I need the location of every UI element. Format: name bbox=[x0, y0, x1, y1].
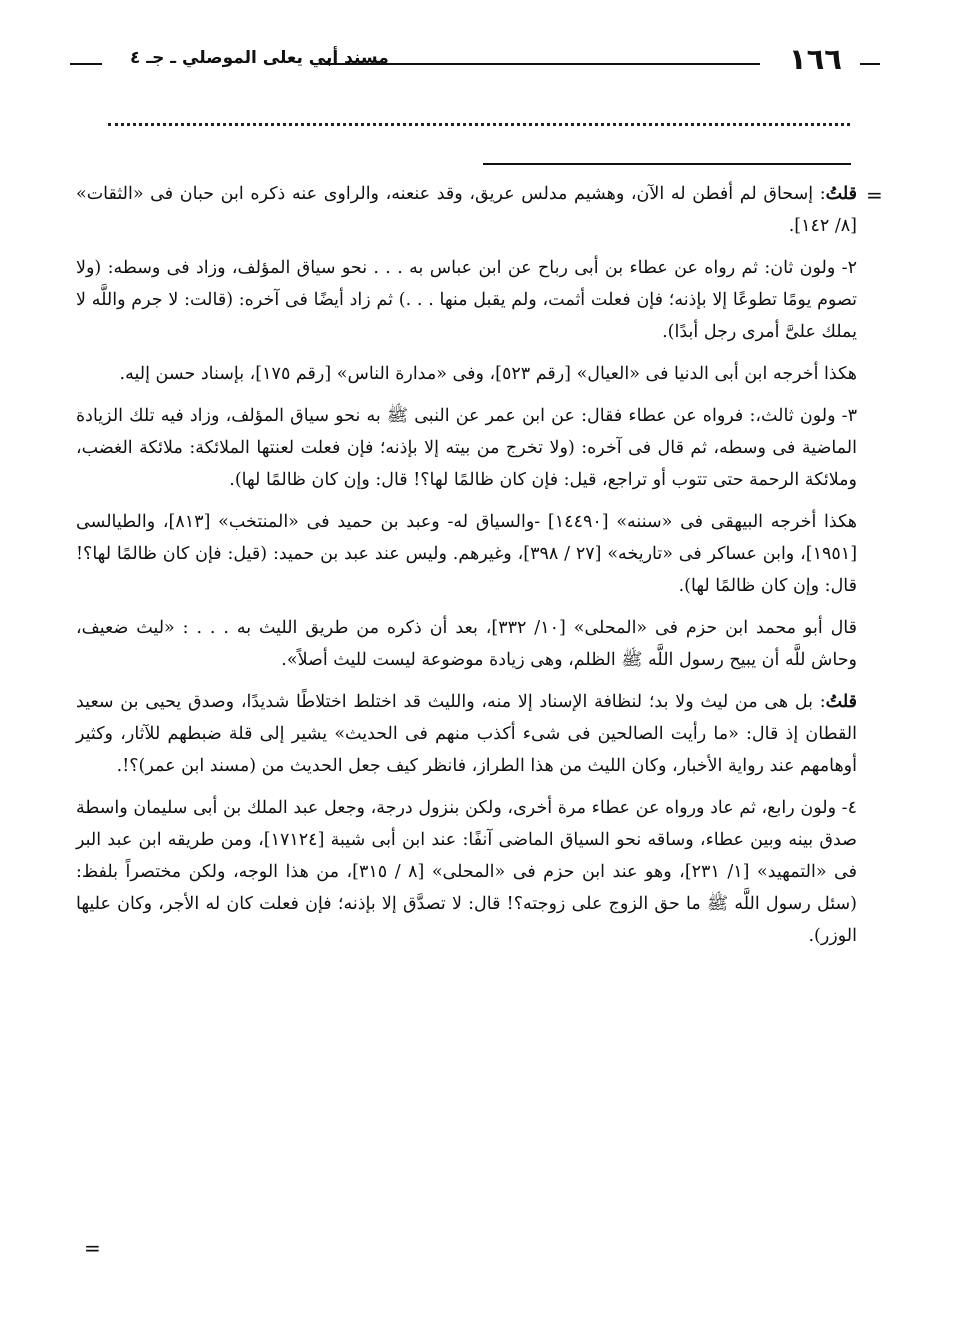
header-rule-right bbox=[860, 63, 880, 65]
paragraph-7 bbox=[76, 686, 857, 782]
dotted-separator bbox=[108, 112, 850, 126]
paragraph-text: هكذا أخرجه ابن أبى الدنيا فى «العيال» [رقم ٥٢٣]، وفى «مدارة الناس» [رقم ١٧٥]، بإسناد حسن إليه. bbox=[119, 364, 857, 384]
page-number: ١٦٦ bbox=[788, 42, 842, 76]
paragraph-4 bbox=[76, 400, 857, 496]
paragraph-3 bbox=[76, 358, 857, 390]
lead-word: قلتُ bbox=[825, 184, 857, 204]
paragraph-text: ٣- ولون ثالث،: فرواه عن عطاء فقال: عن ابن عمر عن النبى ﷺ به نحو سياق المؤلف، وزاد فيه تلك الزيادة الماضية فى وسطه، ثم قال فى آخره: (ولا تخرج من بيته إلا بإذنه؛ فإن فعلت لعنتها الملائكة: ملائكة الغضب، وملائكة الرحمة حتى تتوب أو تراجع، قيل: فإن كان ظالمًا لها؟! قال: وإن كان ظالمًا لها). bbox=[76, 406, 857, 490]
header-rule-left bbox=[70, 63, 102, 65]
footnote-body bbox=[76, 178, 857, 962]
footnote-rule bbox=[483, 163, 851, 165]
running-header bbox=[70, 42, 880, 76]
continuation-mark-bottom: = bbox=[84, 1236, 101, 1260]
paragraph-text: ٢- ولون ثان: ثم رواه عن عطاء بن أبى رباح عن ابن عباس به . . . نحو سياق المؤلف، وزاد فى وسطه: (ولا تصوم يومًا تطوعًا إلا بإذنه؛ فإن فعلت أثمت، ولم يقبل منها . . .) ثم زاد أيضًا فى آخره: (قالت: لا جرم واللَّه لا يملك علىَّ أمرى رجل أبدًا). bbox=[76, 258, 857, 342]
paragraph-text: ٤- ولون رابع، ثم عاد ورواه عن عطاء مرة أخرى، ولكن بنزول درجة، وجعل عبد الملك بن أبى سليمان واسطة صدق بينه وبين عطاء، وساقه نحو السياق الماضى آنفًا: عند ابن أبى شيبة [١٧١٢٤]، ومن طريقه ابن عبد البر فى «التمهيد» [١/ ٢٣١]، وهو عند ابن حزم فى «المحلى» [٨ / ٣١٥]، من هذا الوجه، ولكن مختصراً بلفظ: (سئل رسول اللَّه ﷺ ما حق الزوج على زوجته؟! قال: لا تصدَّق إلا بإذنه؛ فإن فعلت كان له الأجر، وكان عليها الوزر). bbox=[76, 798, 858, 946]
paragraph-2 bbox=[76, 252, 857, 348]
paragraph-8 bbox=[76, 792, 857, 952]
paragraph-1 bbox=[76, 178, 857, 242]
header-title: مسند أبي يعلى الموصلي ـ جـ ٤ bbox=[130, 48, 389, 68]
lead-word: قلتُ bbox=[825, 692, 857, 712]
paragraph-text: هكذا أخرجه البيهقى فى «سننه» [١٤٤٩٠] -والسياق له- وعبد بن حميد فى «المنتخب» [٨١٣]، والطيالسى [١٩٥١]، وابن عساكر فى «تاريخه» [٢٧ / ٣٩٨]، وغيرهم. وليس عند عبد بن حميد: (قيل: فإن كان ظالمًا لها؟! قال: وإن كان ظالمًا لها). bbox=[76, 512, 858, 596]
paragraph-text: قال أبو محمد ابن حزم فى «المحلى» [١٠/ ٣٣٢]، بعد أن ذكره من طريق الليث به . . . : «ليث ضعيف، وحاش للَّه أن يبيح رسول اللَّه ﷺ الظلم، وهى زيادة موضوعة ليست لليث أصلاً». bbox=[76, 618, 857, 670]
paragraph-5 bbox=[76, 506, 857, 602]
continuation-mark-top: = bbox=[866, 183, 883, 207]
paragraph-6 bbox=[76, 612, 857, 676]
paragraph-text: : إسحاق لم أفطن له الآن، وهشيم مدلس عريق، وقد عنعنه، والراوى عنه ذكره ابن حبان فى «الثقات» [٨/ ١٤٢]. bbox=[76, 184, 857, 236]
paragraph-text: : بل هى من ليث ولا بد؛ لنظافة الإسناد إلا منه، والليث قد اختلط اختلاطًا شديدًا، وصدق يحيى بن سعيد القطان إذ قال: «ما رأيت الصالحين فى شىء أكذب منهم فى الحديث» يشير إلى قلة ضبطهم للآثار، وكثير أوهامهم عند رواية الأخبار، وكان الليث من هذا الطراز، فانظر كيف جعل الحديث من (مسند ابن عمر)؟!. bbox=[76, 692, 857, 776]
